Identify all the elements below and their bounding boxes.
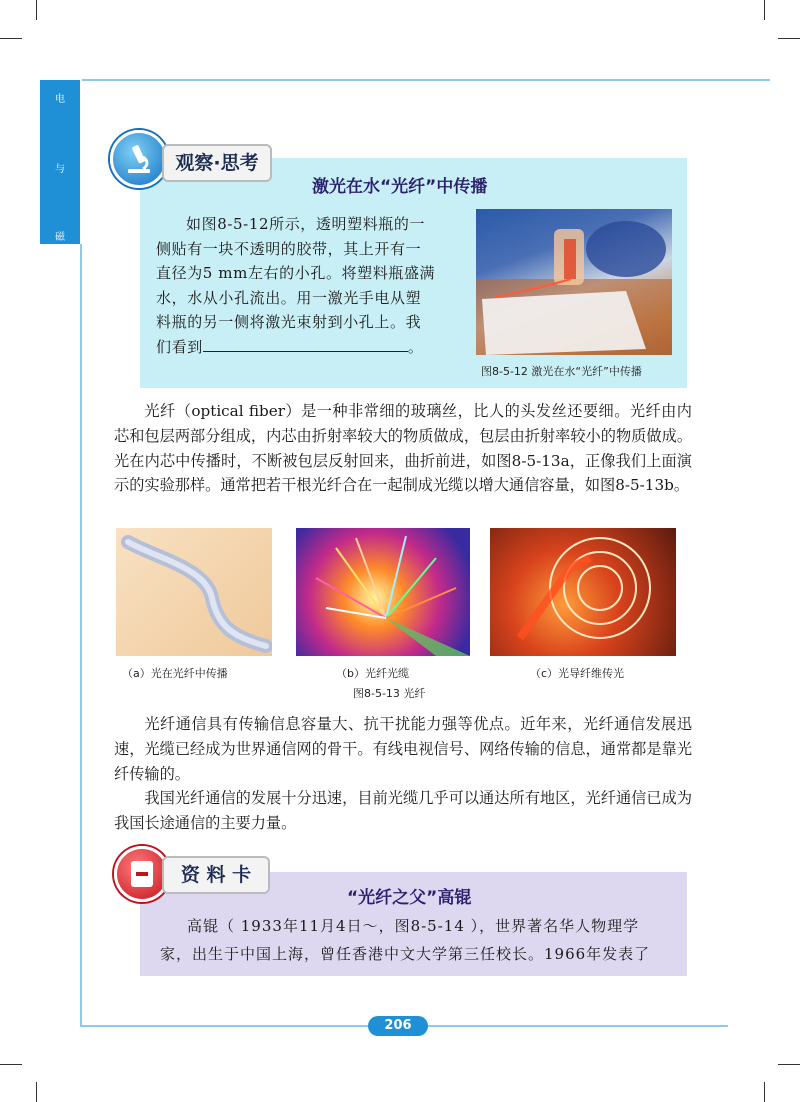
observe-text [156, 212, 456, 360]
crop-mark [778, 38, 800, 39]
info-badge: 资 料 卡 [162, 856, 270, 894]
figure-a-caption: （a）光在光纤中传播 [122, 667, 228, 680]
crop-mark [778, 1064, 800, 1065]
microscope-icon [110, 130, 168, 188]
crop-mark [0, 1064, 22, 1065]
sidebar-char: 电 [55, 94, 65, 105]
figure-caption: 图8-5-12 激光在水“光纤”中传播 [481, 365, 642, 378]
body-paragraph [114, 712, 692, 836]
crop-mark [36, 1082, 37, 1102]
observe-line: 直径为5 mm左右的小孔。将塑料瓶盛满 [156, 264, 436, 283]
left-rule [80, 244, 82, 1026]
chapter-sidebar [40, 80, 80, 244]
info-text [160, 912, 675, 968]
observe-badge: 观察·思考 [162, 144, 272, 182]
bottom-rule [428, 1025, 728, 1027]
paragraph-text: 光纤通信具有传输信息容量大、抗干扰能力强等优点。近年来，光纤通信发展迅速，光缆已经成为世界通信网的骨干。有线电视信号、网络传输的信息，通常都是靠光纤传输的。 [114, 715, 692, 783]
crop-mark [36, 0, 37, 20]
light-in-fiber-image [116, 528, 272, 656]
paragraph-text: 光纤（optical fiber）是一种非常细的玻璃丝，比人的头发丝还要细。光纤由内芯和包层两部分组成，内芯由折射率较大的物质做成，包层由折射率较小的物质做成。光在内芯中传播时，不断被包层反射回来，曲折前进，如图8-5-13a，正像我们上面演示的实验那样。通常把若干根光纤合在一起制成光缆以增大通信容量，如图8-5-13b。 [114, 402, 692, 495]
observe-line-suffix: 。 [407, 337, 424, 356]
figure-main-caption: 图8-5-13 光纤 [353, 687, 426, 700]
crop-mark [0, 38, 22, 39]
observe-line-prefix: 们看到 [156, 337, 203, 356]
observe-last-line [156, 335, 456, 360]
top-rule [82, 79, 770, 81]
bottom-rule [80, 1025, 370, 1027]
observe-line: 料瓶的另一侧将激光束射到小孔上。我 [156, 313, 422, 332]
figure-c-caption: （c）光导纤维传光 [530, 667, 625, 680]
figure-b-caption: （b）光纤光缆 [336, 667, 409, 680]
crop-mark [764, 0, 765, 20]
observe-line: 如图8-5-12所示，透明塑料瓶的一 [186, 215, 426, 233]
observe-line: 侧贴有一块不透明的胶带，其上开有一 [156, 239, 422, 258]
observe-title: 激光在水“光纤”中传播 [312, 177, 488, 197]
light-guide-image [490, 528, 676, 656]
sidebar-char: 磁 [55, 232, 65, 243]
info-line: 家，出生于中国上海，曾任香港中文大学第三任校长。1966年发表了 [160, 945, 651, 963]
answer-blank [203, 337, 408, 352]
paragraph-text: 我国光纤通信的发展十分迅速，目前光缆几乎可以通达所有地区，光纤通信已成为我国长途通信的主要力量。 [114, 789, 692, 833]
sidebar-char: 与 [55, 164, 65, 175]
fiber-cable-image [296, 528, 470, 656]
observe-line: 水，水从小孔流出。用一激光手电从塑 [156, 288, 422, 307]
info-line: 高锟（ 1933年11月4日～，图8-5-14 ），世界著名华人物理学 [187, 917, 640, 935]
info-title: “光纤之父”高锟 [347, 888, 472, 908]
laser-water-photo [476, 209, 672, 355]
body-paragraph [114, 399, 692, 498]
crop-mark [764, 1082, 765, 1102]
page-number: 206 [368, 1016, 428, 1036]
